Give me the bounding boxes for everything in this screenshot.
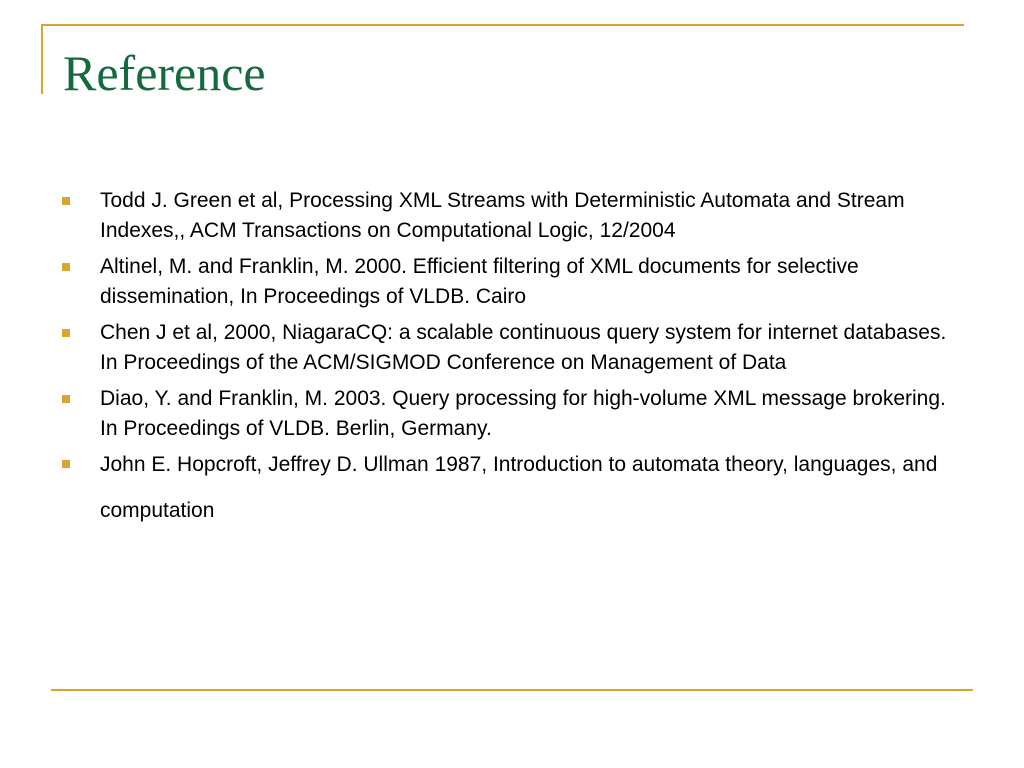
reference-text: John E. Hopcroft, Jeffrey D. Ullman 1987, Introduction to automata theory, languages, and computation	[100, 453, 938, 522]
square-bullet-icon	[62, 460, 70, 468]
square-bullet-icon	[62, 395, 70, 403]
square-bullet-icon	[62, 329, 70, 337]
square-bullet-icon	[62, 263, 70, 271]
reference-list	[62, 186, 962, 540]
reference-item-3	[62, 318, 962, 378]
reference-text: Chen J et al, 2000, NiagaraCQ: a scalable continuous query system for internet databases. In Proceedings of the ACM/SIGMOD Conference on Management of Data	[100, 321, 947, 374]
reference-text: Altinel, M. and Franklin, M. 2000. Efficient filtering of XML documents for selective dissemination, In Proceedings of VLDB. Cairo	[100, 255, 859, 308]
reference-item-5	[62, 442, 962, 534]
top-rule	[41, 24, 964, 26]
slide-title: Reference	[63, 45, 266, 101]
reference-item-4	[62, 384, 962, 444]
reference-text: Diao, Y. and Franklin, M. 2003. Query processing for high-volume XML message brokering. In Proceedings of VLDB. Berlin, Germany.	[100, 387, 946, 440]
bottom-rule	[51, 689, 973, 691]
reference-text: Todd J. Green et al, Processing XML Streams with Deterministic Automata and Stream Indexes,, ACM Transactions on Computational Logic, 12/2004	[100, 189, 905, 242]
reference-item-2	[62, 252, 962, 312]
square-bullet-icon	[62, 197, 70, 205]
reference-item-1	[62, 186, 962, 246]
left-rule	[41, 24, 43, 94]
